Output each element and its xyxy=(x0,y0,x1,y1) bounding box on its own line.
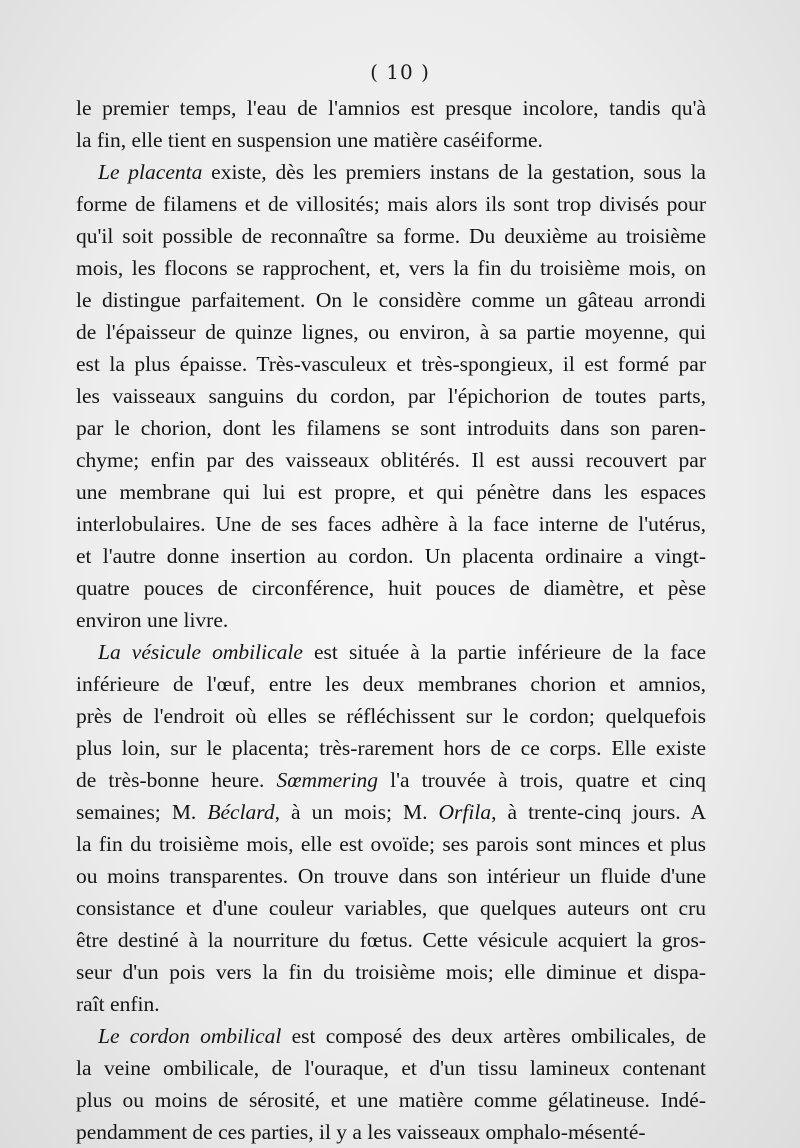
text-line xyxy=(76,860,706,892)
italic-term: Sœmmering xyxy=(276,768,378,792)
page-number: ( 10 ) xyxy=(370,60,430,84)
italic-term: Le cordon ombilical xyxy=(98,1024,282,1048)
text-run: et l'autre donne insertion au cordon. Un placenta ordinaire a vingt- xyxy=(76,544,706,568)
text-line xyxy=(76,188,706,220)
text-line xyxy=(76,572,706,604)
text-run: consistance et d'une couleur variables, que quelques auteurs ont cru xyxy=(76,896,706,920)
text-line xyxy=(76,892,706,924)
text-run: environ une livre. xyxy=(76,608,229,632)
text-run: la fin, elle tient en suspension une matière caséiforme. xyxy=(76,128,543,152)
text-line xyxy=(76,668,706,700)
text-run: inférieure de l'œuf, entre les deux membranes chorion et amnios, xyxy=(76,672,706,696)
text-run: seur d'un pois vers la fin du troisième mois; elle diminue et dispa- xyxy=(76,960,706,984)
paragraph xyxy=(76,1020,706,1148)
text-line xyxy=(76,828,706,860)
text-run: plus ou moins de sérosité, et une matière comme gélatineuse. Indé- xyxy=(76,1088,706,1112)
text-line xyxy=(76,156,706,188)
text-line xyxy=(76,924,706,956)
paragraph xyxy=(76,636,706,1020)
text-line xyxy=(76,476,706,508)
text-run: le premier temps, l'eau de l'amnios est presque incolore, tandis qu'à xyxy=(76,96,706,120)
text-line xyxy=(76,700,706,732)
text-line xyxy=(76,636,706,668)
text-line xyxy=(76,444,706,476)
italic-term: Le placenta xyxy=(98,160,203,184)
text-run: forme de filamens et de villosités; mais alors ils sont trop divisés pour xyxy=(76,192,706,216)
text-run: de très-bonne heure. xyxy=(76,768,277,792)
italic-term: Béclard xyxy=(207,800,275,824)
text-run: être destiné à la nourriture du fœtus. Cette vésicule acquiert la gros- xyxy=(76,928,706,952)
text-line xyxy=(76,1084,706,1116)
text-line xyxy=(76,1052,706,1084)
text-run: la fin du troisième mois, elle est ovoïde; ses parois sont minces et plus xyxy=(76,832,706,856)
text-line xyxy=(76,348,706,380)
text-run: le distingue parfaitement. On le considère comme un gâteau arrondi xyxy=(76,288,706,312)
text-run: pendamment de ces parties, il y a les vaisseaux omphalo-mésenté- xyxy=(76,1120,646,1144)
text-line xyxy=(76,764,706,796)
text-line xyxy=(76,796,706,828)
text-run: de l'épaisseur de quinze lignes, ou environ, à sa partie moyenne, qui xyxy=(76,320,706,344)
text-run: ou moins transparentes. On trouve dans son intérieur un fluide d'une xyxy=(76,864,706,888)
text-run: existe, dès les premiers instans de la gestation, sous la xyxy=(202,160,706,184)
text-line xyxy=(76,732,706,764)
text-run: raît enfin. xyxy=(76,992,160,1016)
text-run: est la plus épaisse. Très-vasculeux et très-spongieux, il est formé par xyxy=(76,352,706,376)
text-line xyxy=(76,124,706,156)
paragraph xyxy=(76,92,706,156)
text-line xyxy=(76,380,706,412)
text-line xyxy=(76,316,706,348)
text-run: , à trente-cinq jours. A xyxy=(491,800,706,824)
text-run: chyme; enfin par des vaisseaux oblitérés. Il est aussi recouvert par xyxy=(76,448,706,472)
text-run: l'a trouvée à trois, quatre et cinq xyxy=(378,768,706,792)
text-run: une membrane qui lui est propre, et qui pénètre dans les espaces xyxy=(76,480,706,504)
text-run: par le chorion, dont les filamens se sont introduits dans son paren- xyxy=(76,416,706,440)
text-run: les vaisseaux sanguins du cordon, par l'épichorion de toutes parts, xyxy=(76,384,706,408)
text-line xyxy=(76,508,706,540)
text-run: , à un mois; M. xyxy=(274,800,439,824)
text-line xyxy=(76,284,706,316)
text-run: près de l'endroit où elles se réfléchissent sur le cordon; quelquefois xyxy=(76,704,706,728)
text-line xyxy=(76,540,706,572)
text-run: plus loin, sur le placenta; très-rarement hors de ce corps. Elle existe xyxy=(76,736,706,760)
text-line xyxy=(76,1020,706,1052)
text-run: quatre pouces de circonférence, huit pouces de diamètre, et pèse xyxy=(76,576,706,600)
text-run: la veine ombilicale, de l'ouraque, et d'un tissu lamineux contenant xyxy=(76,1056,706,1080)
paragraph xyxy=(76,156,706,636)
italic-term: Orfila xyxy=(438,800,492,824)
text-run: mois, les flocons se rapprochent, et, vers la fin du troisième mois, on xyxy=(76,256,706,280)
body-text xyxy=(76,92,706,1148)
text-run: semaines; M. xyxy=(76,800,208,824)
text-line xyxy=(76,412,706,444)
text-line xyxy=(76,220,706,252)
text-run: interlobulaires. Une de ses faces adhère à la face interne de l'utérus, xyxy=(76,512,706,536)
text-line xyxy=(76,252,706,284)
text-line xyxy=(76,1116,706,1148)
text-run: est située à la partie inférieure de la face xyxy=(302,640,706,664)
text-line xyxy=(76,604,706,636)
text-run: qu'il soit possible de reconnaître sa forme. Du deuxième au troisième xyxy=(76,224,706,248)
text-run: est composé des deux artères ombilicales, de xyxy=(281,1024,706,1048)
italic-term: La vésicule ombilicale xyxy=(98,640,303,664)
text-line xyxy=(76,956,706,988)
text-line xyxy=(76,92,706,124)
text-line xyxy=(76,988,706,1020)
